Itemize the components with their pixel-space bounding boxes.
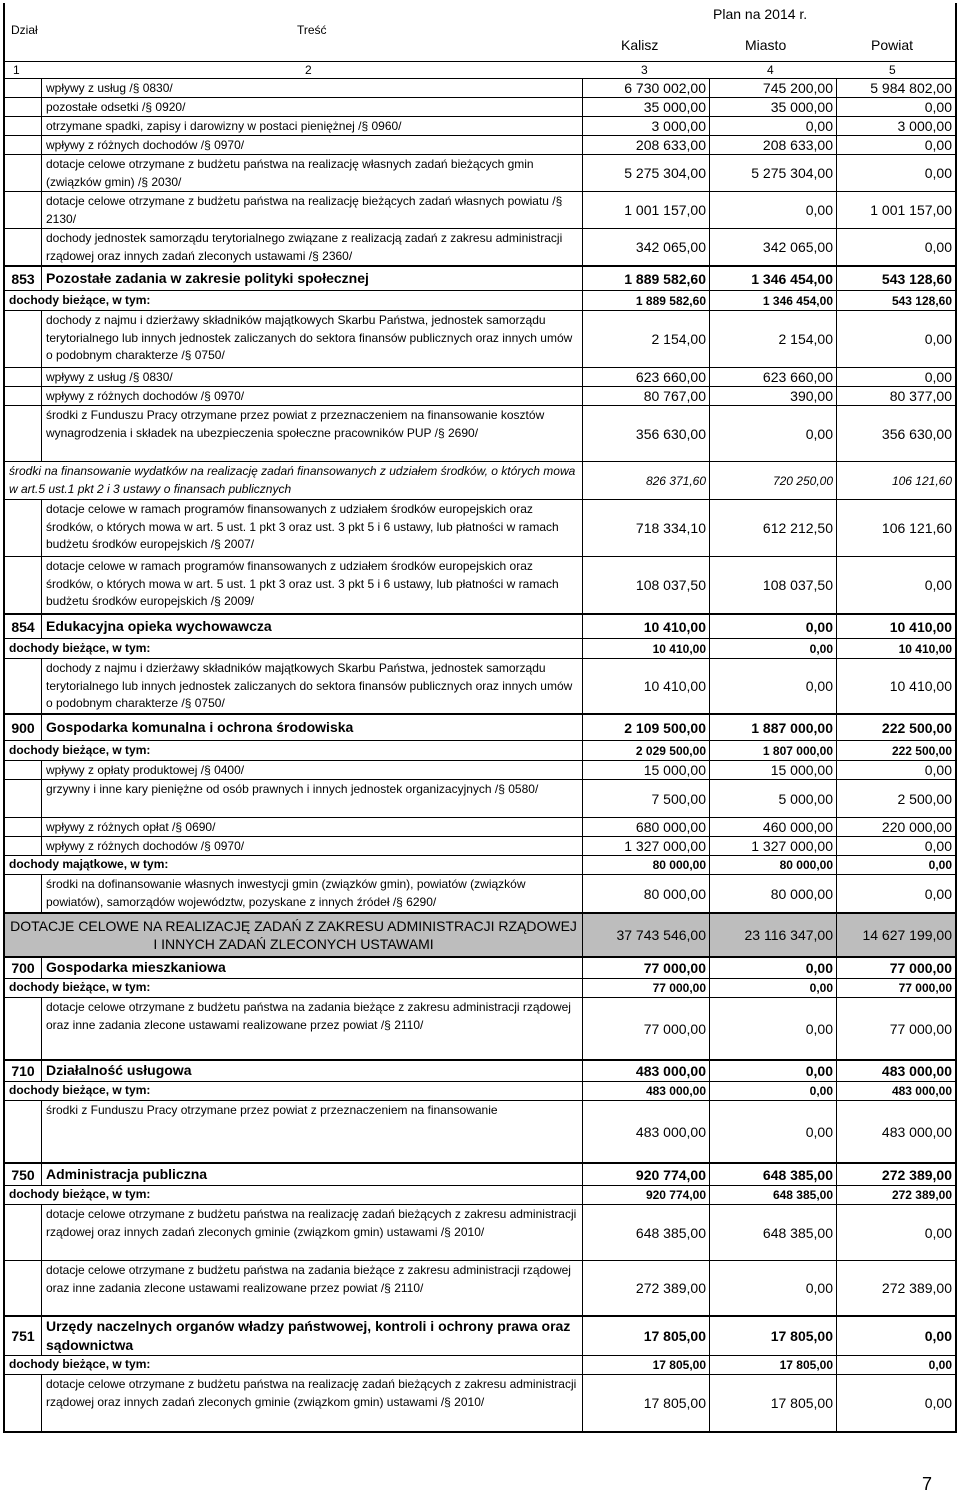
kalisz-value: 1 327 000,00 [583,837,710,855]
section-row-900 [5,713,955,740]
dzial-cell [5,155,42,191]
description-cell: wpływy z różnych dochodów /§ 0970/ [42,387,583,405]
subtotal-row [5,1081,955,1100]
powiat-value: 272 389,00 [891,1188,952,1202]
table-row [5,310,955,367]
header-miasto: Miasto [745,37,787,53]
dzial-cell [5,311,42,367]
miasto-value: 460 000,00 [710,818,837,836]
kalisz-value: 80 000,00 [583,856,710,874]
powiat-value: 10 410,00 [889,678,952,694]
budget-table [3,3,957,1433]
powiat-value: 77 000,00 [889,1020,952,1037]
table-row [5,135,955,154]
dzial-cell [5,998,42,1059]
miasto-value: 1 887 000,00 [710,715,837,740]
kalisz-value: 680 000,00 [583,818,710,836]
description-cell: dotacje celowe otrzymane z budżetu państwa na realizację zadań bieżących z zakresu administracji rządowej oraz innych zadań zleconych gminie (związkom gmin) ustawami /§ 2010/ [42,1205,583,1260]
miasto-value: 1 346 454,00 [710,291,837,310]
miasto-value: 80 000,00 [710,856,837,874]
miasto-value: 1 807 000,00 [710,741,837,760]
miasto-value: 5 000,00 [710,780,837,817]
kalisz-value: 37 743 546,00 [583,914,710,956]
subtotal-label: dochody bieżące, w tym: [5,1082,583,1100]
section-row-751 [5,1315,955,1355]
miasto-value: 80 000,00 [710,875,837,912]
description-cell: środki na dofinansowanie własnych inwestycji gmin (związków gmin), powiatów (związków powiatów), samorządów województw, pozyskane z innych źródeł /§ 6290/ [42,875,583,912]
miasto-value: 0,00 [710,1061,837,1081]
powiat-value: 3 000,00 [897,118,952,134]
subtotal-row [5,855,955,874]
subtotal-row [5,978,955,997]
miasto-value: 17 805,00 [710,1375,837,1431]
kalisz-value: 80 000,00 [583,875,710,912]
powiat-value: 1 001 157,00 [870,202,952,218]
powiat-value: 356 630,00 [881,425,952,442]
powiat-value: 483 000,00 [881,1123,952,1140]
column-number: 1 [13,63,20,77]
dzial-cell [5,1101,42,1162]
section-title: Gospodarka komunalna i ochrona środowiska [42,715,583,740]
section-row-853 [5,265,955,290]
powiat-value: 0,00 [924,1328,952,1344]
subtotal-label: dochody bieżące, w tym: [5,1186,583,1204]
kalisz-value: 920 774,00 [583,1164,710,1185]
header-powiat: Powiat [871,37,914,53]
miasto-value: 23 116 347,00 [710,914,837,956]
miasto-value: 745 200,00 [710,79,837,97]
miasto-value: 1 346 454,00 [710,267,837,290]
column-number: 4 [767,63,774,77]
dzial-code: 900 [5,715,42,740]
miasto-value: 612 212,50 [710,500,837,556]
dzial-cell [5,136,42,154]
dzial-cell [5,837,42,855]
miasto-value: 342 065,00 [710,229,837,265]
miasto-value: 1 327 000,00 [710,837,837,855]
powiat-value: 0,00 [928,858,952,872]
dzial-cell [5,117,42,135]
miasto-value: 390,00 [710,387,837,405]
header-kalisz: Kalisz [621,37,659,53]
miasto-value: 15 000,00 [710,761,837,779]
kalisz-value: 108 037,50 [583,557,710,613]
miasto-value: 0,00 [710,117,837,135]
miasto-value: 35 000,00 [710,98,837,116]
powiat-value: 0,00 [924,762,952,778]
powiat-value: 483 000,00 [881,1063,952,1079]
table-row [5,760,955,779]
kalisz-value: 3 000,00 [583,117,710,135]
description-cell: wpływy z różnych dochodów /§ 0970/ [42,136,583,154]
dzial-cell [5,98,42,116]
section-row-854 [5,613,955,638]
description-cell: wpływy z różnych dochodów /§ 0970/ [42,837,583,855]
grant-summary-label: DOTACJE CELOWE NA REALIZACJĘ ZADAŃ Z ZAKRESU ADMINISTRACJI RZĄDOWEJ I INNYCH ZADAŃ ZLECONYCH USTAWAMI [5,914,583,956]
kalisz-value: 1 889 582,60 [583,291,710,310]
powiat-value: 220 000,00 [881,819,952,835]
description-cell: dotacje celowe otrzymane z budżetu państwa na zadania bieżące z zakresu administracji rządowej oraz inne zadania zlecone ustawami realizowane przez powiat /§ 2110/ [42,998,583,1059]
kalisz-value: 272 389,00 [583,1261,710,1315]
dzial-cell [5,500,42,556]
powiat-value: 483 000,00 [891,1084,952,1098]
column-number: 5 [889,63,896,77]
description-cell: dochody z najmu i dzierżawy składników majątkowych Skarbu Państwa, jednostek samorządu terytorialnego lub innych jednostek zaliczanych do sektora finansów publicznych oraz innych umów o podobnym charakterze /§ 0750/ [42,659,583,713]
header-tresc: Treść [297,23,327,37]
description-cell: grzywny i inne kary pieniężne od osób prawnych i innych jednostek organizacyjnych /§ 0580/ [42,780,583,817]
kalisz-value: 6 730 002,00 [583,79,710,97]
powiat-value: 106 121,60 [881,520,952,536]
powiat-value: 10 410,00 [898,641,952,656]
powiat-value: 0,00 [924,838,952,854]
table-row [5,405,955,461]
miasto-value: 0,00 [710,958,837,978]
powiat-value: 0,00 [924,165,952,181]
powiat-value: 222 500,00 [891,743,952,758]
miasto-value: 720 250,00 [710,462,837,499]
dzial-code: 751 [5,1317,42,1355]
miasto-value: 648 385,00 [710,1205,837,1260]
table-row [5,779,955,817]
dzial-cell [5,387,42,405]
dzial-cell [5,192,42,228]
powiat-value: 0,00 [924,1395,952,1411]
miasto-value: 0,00 [710,406,837,461]
powiat-value: 0,00 [924,331,952,347]
description-cell: wpływy z opłaty produktowej /§ 0400/ [42,761,583,779]
miasto-value: 0,00 [710,659,837,713]
kalisz-value: 5 275 304,00 [583,155,710,191]
grant-summary-row [5,912,955,956]
dzial-cell [5,659,42,713]
miasto-value: 0,00 [710,998,837,1059]
kalisz-value: 342 065,00 [583,229,710,265]
kalisz-value: 10 410,00 [583,639,710,658]
subtotal-label: dochody bieżące, w tym: [5,291,583,310]
column-number: 3 [641,63,648,77]
miasto-value: 17 805,00 [710,1317,837,1355]
miasto-value: 0,00 [710,1261,837,1315]
kalisz-value: 10 410,00 [583,659,710,713]
subtotal-label: dochody bieżące, w tym: [5,639,583,658]
description-cell: pozostałe odsetki /§ 0920/ [42,98,583,116]
subtotal-label: dochody majątkowe, w tym: [5,856,583,874]
description-cell: wpływy z usług /§ 0830/ [42,79,583,97]
powiat-value: 2 500,00 [897,790,952,807]
subtotal-row [5,290,955,310]
section-title: Działalność usługowa [42,1061,583,1081]
description-cell: dotacje celowe otrzymane z budżetu państwa na realizację własnych zadań bieżących gmin (związków gmin) /§ 2030/ [42,155,583,191]
table-row [5,1204,955,1260]
description-cell: dotacje celowe otrzymane z budżetu państwa na realizację zadań bieżących z zakresu administracji rządowej oraz innych zadań zleconych gminie (związkom gmin) ustawami /§ 2010/ [42,1375,583,1431]
description-cell: dotacje celowe otrzymane z budżetu państwa na zadania bieżące z zakresu administracji rządowej oraz inne zadania zlecone ustawami realizowane przez powiat /§ 2110/ [42,1261,583,1315]
table-row [5,191,955,228]
table-row [5,1374,955,1431]
table-row [5,556,955,613]
powiat-value: 272 389,00 [881,1166,952,1183]
description-cell: dotacje celowe otrzymane z budżetu państwa na realizację bieżących zadań własnych powiatu /§ 2130/ [42,192,583,228]
column-number: 2 [305,63,312,77]
kalisz-value: 80 767,00 [583,387,710,405]
table-row [5,97,955,116]
section-title: Edukacyjna opieka wychowawcza [42,615,583,638]
section-title: Gospodarka mieszkaniowa [42,958,583,978]
powiat-value: 77 000,00 [889,960,952,976]
dzial-cell [5,780,42,817]
table-row [5,228,955,265]
dzial-cell [5,229,42,265]
dzial-code: 854 [5,615,42,638]
table-row [5,997,955,1059]
miasto-value: 5 275 304,00 [710,155,837,191]
kalisz-value: 208 633,00 [583,136,710,154]
section-row-710 [5,1059,955,1081]
kalisz-value: 7 500,00 [583,780,710,817]
powiat-value: 0,00 [924,99,952,115]
table-row [5,386,955,405]
kalisz-value: 15 000,00 [583,761,710,779]
miasto-value: 648 385,00 [710,1186,837,1204]
description-cell: dochody z najmu i dzierżawy składników majątkowych Skarbu Państwa, jednostek samorządu terytorialnego lub innych jednostek zaliczanych do sektora finansów publicznych oraz innych umów o podobnym charakterze /§ 0750/ [42,311,583,367]
miasto-value: 17 805,00 [710,1356,837,1374]
kalisz-value: 483 000,00 [583,1101,710,1162]
kalisz-value: 1 001 157,00 [583,192,710,228]
kalisz-value: 826 371,60 [583,462,710,499]
powiat-value: 5 984 802,00 [870,80,952,96]
dzial-cell [5,818,42,836]
table-row [5,1260,955,1315]
column-numbers [5,61,955,78]
table-row [5,367,955,386]
dzial-cell [5,1375,42,1431]
miasto-value: 623 660,00 [710,368,837,386]
powiat-value: 77 000,00 [898,981,952,995]
miasto-value: 208 633,00 [710,136,837,154]
powiat-value: 10 410,00 [889,618,952,635]
miasto-value: 0,00 [710,1101,837,1162]
powiat-value: 0,00 [924,137,952,153]
subtotal-label: środki na finansowanie wydatków na realizację zadań finansowanych z udziałem środków, o których mowa w art.5 ust.1 pkt 2 i 3 ustawy o finansach publicznych [5,462,583,499]
dzial-cell [5,875,42,912]
table-row [5,836,955,855]
dzial-cell [5,761,42,779]
dzial-cell [5,368,42,386]
kalisz-value: 17 805,00 [583,1356,710,1374]
kalisz-value: 483 000,00 [583,1061,710,1081]
powiat-value: 106 121,60 [891,473,952,488]
kalisz-value: 648 385,00 [583,1205,710,1260]
dzial-code: 853 [5,267,42,290]
powiat-value: 0,00 [928,1358,952,1372]
powiat-value: 0,00 [924,885,952,902]
dzial-code: 750 [5,1164,42,1185]
powiat-value: 14 627 199,00 [837,914,955,956]
kalisz-value: 920 774,00 [583,1186,710,1204]
kalisz-value: 2 029 500,00 [583,741,710,760]
kalisz-value: 483 000,00 [583,1082,710,1100]
kalisz-value: 623 660,00 [583,368,710,386]
page-number: 7 [922,1474,933,1494]
powiat-value: 0,00 [924,1224,952,1241]
kalisz-value: 1 889 582,60 [583,267,710,290]
table-row [5,874,955,912]
powiat-value: 543 128,60 [891,293,952,308]
dzial-code: 710 [5,1061,42,1081]
subtotal-label: dochody bieżące, w tym: [5,1356,583,1374]
dzial-code: 700 [5,958,42,978]
dzial-cell [5,406,42,461]
powiat-value: 0,00 [924,239,952,255]
dzial-cell [5,1205,42,1260]
kalisz-value: 2 154,00 [583,311,710,367]
kalisz-value: 356 630,00 [583,406,710,461]
miasto-value: 0,00 [710,192,837,228]
table-row [5,78,955,97]
kalisz-value: 2 109 500,00 [583,715,710,740]
subtotal-row [5,461,955,499]
header-dzial: Dział [11,23,38,37]
table-row [5,154,955,191]
kalisz-value: 77 000,00 [583,958,710,978]
table-row [5,1100,955,1162]
miasto-value: 0,00 [710,639,837,658]
description-cell: dotacje celowe w ramach programów finansowanych z udziałem środków europejskich oraz środków, o których mowa w art. 5 ust. 1 pkt 3 oraz ust. 3 pkt 5 i 6 ustawy, lub płatności w ramach budżetu środków europejskich /§ 2007/ [42,500,583,556]
subtotal-label: dochody bieżące, w tym: [5,741,583,760]
table-row [5,116,955,135]
powiat-value: 0,00 [924,577,952,593]
miasto-value: 0,00 [710,615,837,638]
miasto-value: 648 385,00 [710,1164,837,1185]
powiat-value: 222 500,00 [881,719,952,736]
description-cell: wpływy z usług /§ 0830/ [42,368,583,386]
miasto-value: 2 154,00 [710,311,837,367]
subtotal-row [5,1355,955,1374]
kalisz-value: 17 805,00 [583,1375,710,1431]
section-title: Pozostałe zadania w zakresie polityki społecznej [42,267,583,290]
subtotal-row [5,740,955,760]
kalisz-value: 10 410,00 [583,615,710,638]
subtotal-label: dochody bieżące, w tym: [5,979,583,997]
dzial-cell [5,79,42,97]
dzial-cell [5,557,42,613]
description-cell: dochody jednostek samorządu terytorialnego związane z realizacją zadań z zakresu administracji rządowej oraz innych zadań zleconych ustawami /§ 2360/ [42,229,583,265]
powiat-value: 272 389,00 [881,1280,952,1296]
section-title: Urzędy naczelnych organów władzy państwowej, kontroli i ochrony prawa oraz sądownictwa [42,1317,583,1355]
kalisz-value: 35 000,00 [583,98,710,116]
kalisz-value: 718 334,10 [583,500,710,556]
kalisz-value: 77 000,00 [583,998,710,1059]
dzial-cell [5,1261,42,1315]
section-title: Administracja publiczna [42,1164,583,1185]
kalisz-value: 17 805,00 [583,1317,710,1355]
description-cell: otrzymane spadki, zapisy i darowizny w postaci pieniężnej /§ 0960/ [42,117,583,135]
table-row [5,499,955,556]
subtotal-row [5,638,955,658]
powiat-value: 543 128,60 [881,270,952,287]
description-cell: wpływy z różnych opłat /§ 0690/ [42,818,583,836]
description-cell: środki z Funduszu Pracy otrzymane przez powiat z przeznaczeniem na finansowanie kosztów wynagrodzenia i składek na ubezpieczenia społeczne pracowników PUP /§ 2690/ [42,406,583,461]
description-cell: dotacje celowe w ramach programów finansowanych z udziałem środków europejskich oraz środków, o których mowa w art. 5 ust. 1 pkt 3 oraz ust. 3 pkt 5 i 6 ustawy, lub płatności w ramach budżetu środków europejskich /§ 2009/ [42,557,583,613]
kalisz-value: 77 000,00 [583,979,710,997]
description-cell: środki z Funduszu Pracy otrzymane przez powiat z przeznaczeniem na finansowanie [42,1101,583,1162]
header-plan: Plan na 2014 r. [713,6,808,22]
section-row-750 [5,1162,955,1185]
section-row-700 [5,956,955,978]
table-row [5,658,955,713]
table-header [5,3,955,61]
subtotal-row [5,1185,955,1204]
miasto-value: 108 037,50 [710,557,837,613]
powiat-value: 0,00 [924,369,952,385]
miasto-value: 0,00 [710,1082,837,1100]
table-row [5,817,955,836]
powiat-value: 80 377,00 [889,388,952,404]
miasto-value: 0,00 [710,979,837,997]
